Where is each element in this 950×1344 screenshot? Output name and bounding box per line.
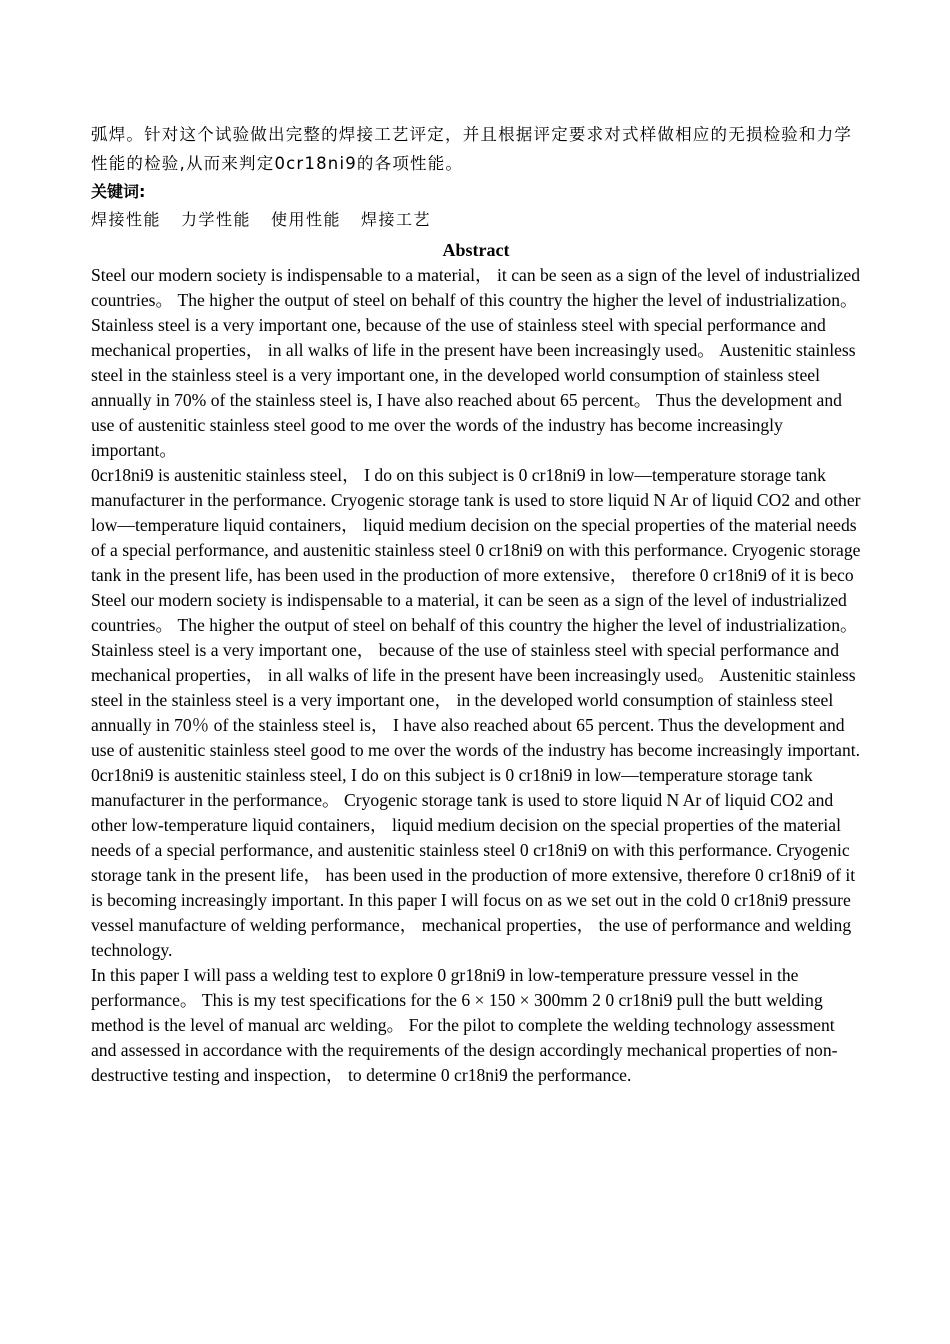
document-page: [91, 120, 861, 1088]
keyword-item: 使用性能: [271, 210, 342, 229]
abstract-paragraph: 0cr18ni9 is austenitic stainless steel， I do on this subject is 0 cr18ni9 in low—temperature storage tank manufacturer in the performance. Cryogenic storage tank is used to store liquid N Ar of liquid CO2 and other low—temperature liquid containers， liquid medium decision on the special properties of the material needs of a special performance, and austenitic stainless steel 0 cr18ni9 on with this performance. Cryogenic storage tank in the present life, has been used in the production of more extensive， therefore 0 cr18ni9 of it is beco Steel our modern society is indispensable to a material, it can be seen as a sign of the level of industrialized countries。 The higher the output of steel on behalf of this country the higher the level of industrialization。 Stainless steel is a very important one， because of the use of stainless steel with special performance and mechanical properties， in all walks of life in the present have been increasingly used。 Austenitic stainless steel in the stainless steel is a very important one， in the developed world consumption of stainless steel annually in 70％ of the stainless steel is， I have also reached about 65 percent. Thus the development and use of austenitic stainless steel good to me over the words of the industry has become increasingly important.: [91, 465, 861, 760]
keyword-item: 焊接工艺: [361, 210, 432, 229]
keyword-item: 力学性能: [181, 210, 252, 229]
keywords-heading: 关键词:: [91, 182, 146, 201]
abstract-paragraph: Steel our modern society is indispensable to a material， it can be seen as a sign of the level of industrialized countries。 The higher the output of steel on behalf of this country the higher the level of industrialization。 Stainless steel is a very important one, because of the use of stainless steel with special performance and mechanical properties， in all walks of life in the present have been increasingly used。 Austenitic stainless steel in the stainless steel is a very important one, in the developed world consumption of stainless steel annually in 70% of the stainless steel is, I have also reached about 65 percent。 Thus the development and use of austenitic stainless steel good to me over the words of the industry has become increasingly important。: [91, 265, 861, 460]
abstract-paragraph: In this paper I will pass a welding test to explore 0 gr18ni9 in low-temperature pressure vessel in the performance。 This is my test specifications for the 6 × 150 × 300mm 2 0 cr18ni9 pull the butt welding method is the level of manual arc welding。 For the pilot to complete the welding technology assessment and assessed in accordance with the requirements of the design accordingly mechanical properties of non-destructive testing and inspection， to determine 0 cr18ni9 the performance.: [91, 965, 838, 1085]
keywords-list: [91, 205, 861, 235]
abstract-paragraph: 0cr18ni9 is austenitic stainless steel, I do on this subject is 0 cr18ni9 in low—temperature storage tank manufacturer in the performance。 Cryogenic storage tank is used to store liquid N Ar of liquid CO2 and other low-temperature liquid containers， liquid medium decision on the special properties of the material needs of a special performance, and austenitic stainless steel 0 cr18ni9 on with this performance. Cryogenic storage tank in the present life， has been used in the production of more extensive, therefore 0 cr18ni9 of it is becoming increasingly important. In this paper I will focus on as we set out in the cold 0 cr18ni9 pressure vessel manufacture of welding performance， mechanical properties， the use of performance and welding technology.: [91, 765, 856, 960]
abstract-title: Abstract: [442, 240, 510, 260]
chinese-abstract-tail: 弧焊。针对这个试验做出完整的焊接工艺评定，并且根据评定要求对式样做相应的无损检验和力学性能的检验,从而来判定0cr18ni9的各项性能。: [91, 125, 853, 173]
keyword-item: 焊接性能: [91, 210, 162, 229]
